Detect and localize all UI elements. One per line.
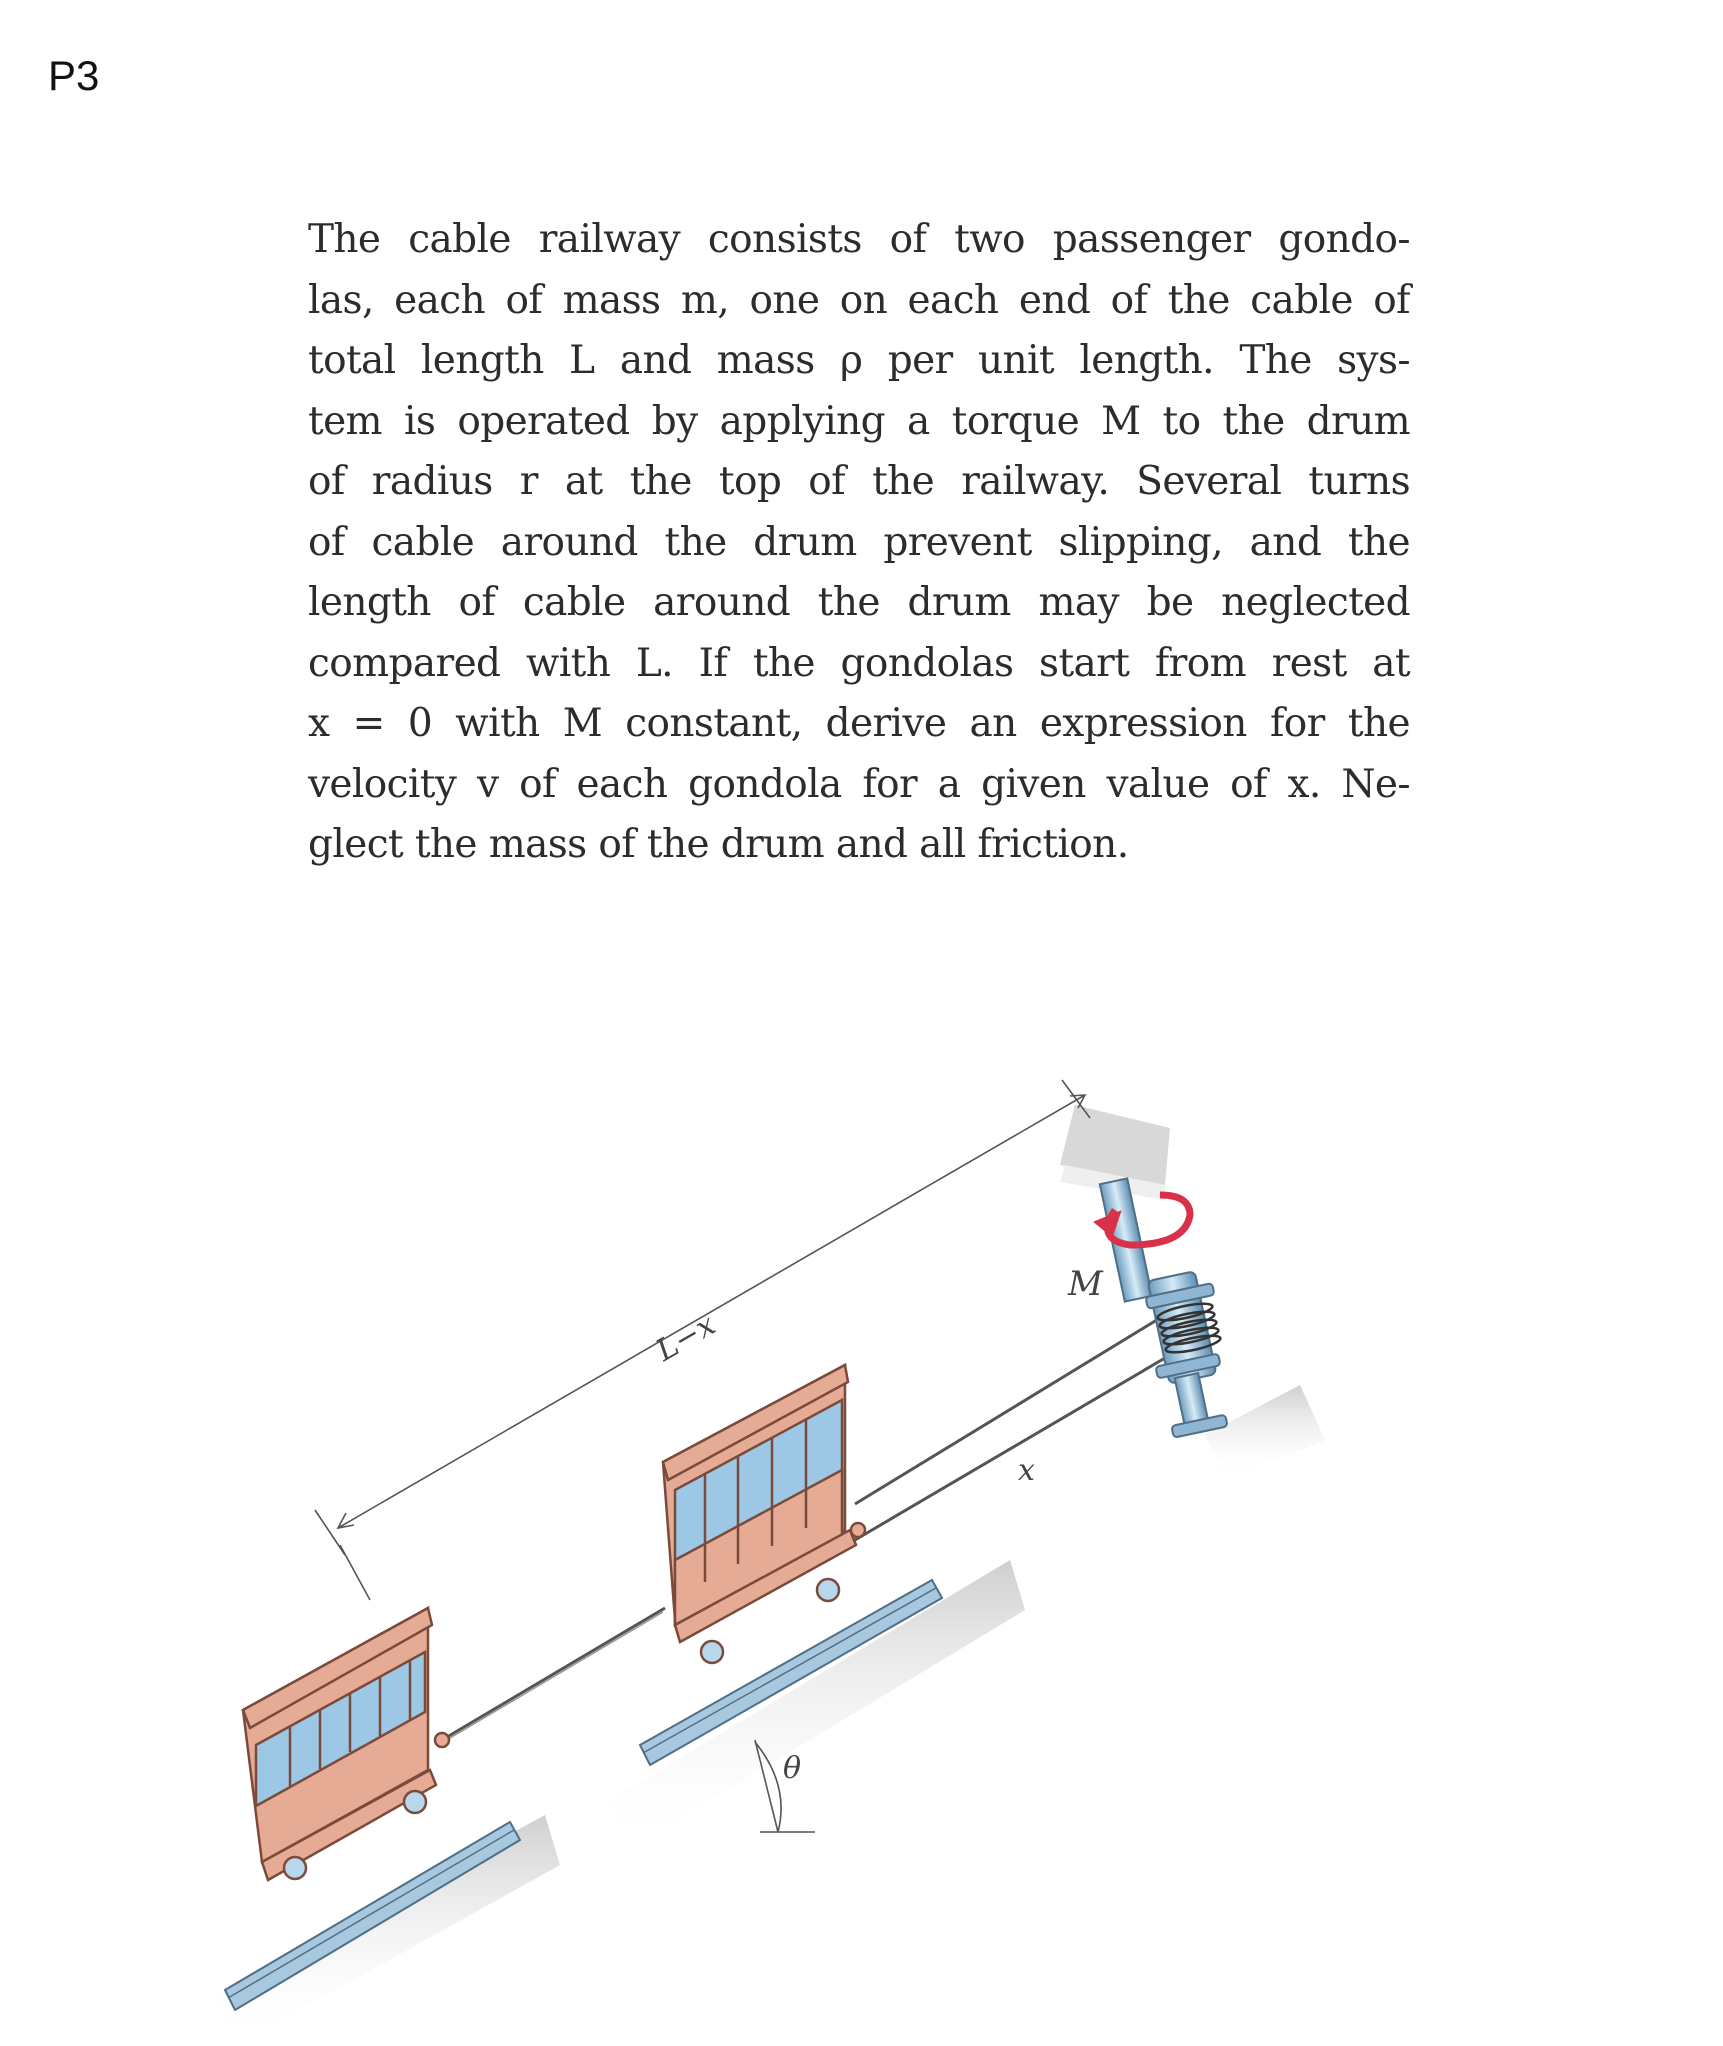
label-L-minus-x: L−x (650, 1307, 722, 1369)
cable-railway-figure (0, 1040, 1723, 2046)
gondola-upper (663, 1365, 865, 1663)
problem-statement (308, 210, 1410, 876)
problem-line: velocity v of each gondola for a given value of x. Ne- (308, 761, 1410, 807)
problem-line: of radius r at the top of the railway. Several turns (308, 459, 1410, 504)
label-M: M (1068, 1264, 1103, 1304)
problem-line: glect the mass of the drum and all friction. (308, 822, 1129, 867)
problem-line: las, each of mass m, one on each end of the cable of (308, 277, 1410, 323)
problem-line: tem is operated by applying a torque M to the drum (308, 398, 1410, 444)
problem-line: length of cable around the drum may be neglected (308, 580, 1410, 625)
page-label: P3 (48, 52, 100, 99)
label-x: x (1018, 1453, 1035, 1488)
problem-line: x = 0 with M constant, derive an expression for the (308, 701, 1410, 746)
gondola-lower (243, 1608, 449, 1880)
problem-line: total length L and mass ρ per unit length. The sys- (308, 338, 1410, 383)
label-theta: θ (783, 1751, 802, 1786)
problem-line: of cable around the drum prevent slipping, and the (308, 519, 1410, 565)
problem-line: The cable railway consists of two passenger gondo- (308, 217, 1410, 262)
problem-line: compared with L. If the gondolas start from rest at (308, 640, 1410, 686)
